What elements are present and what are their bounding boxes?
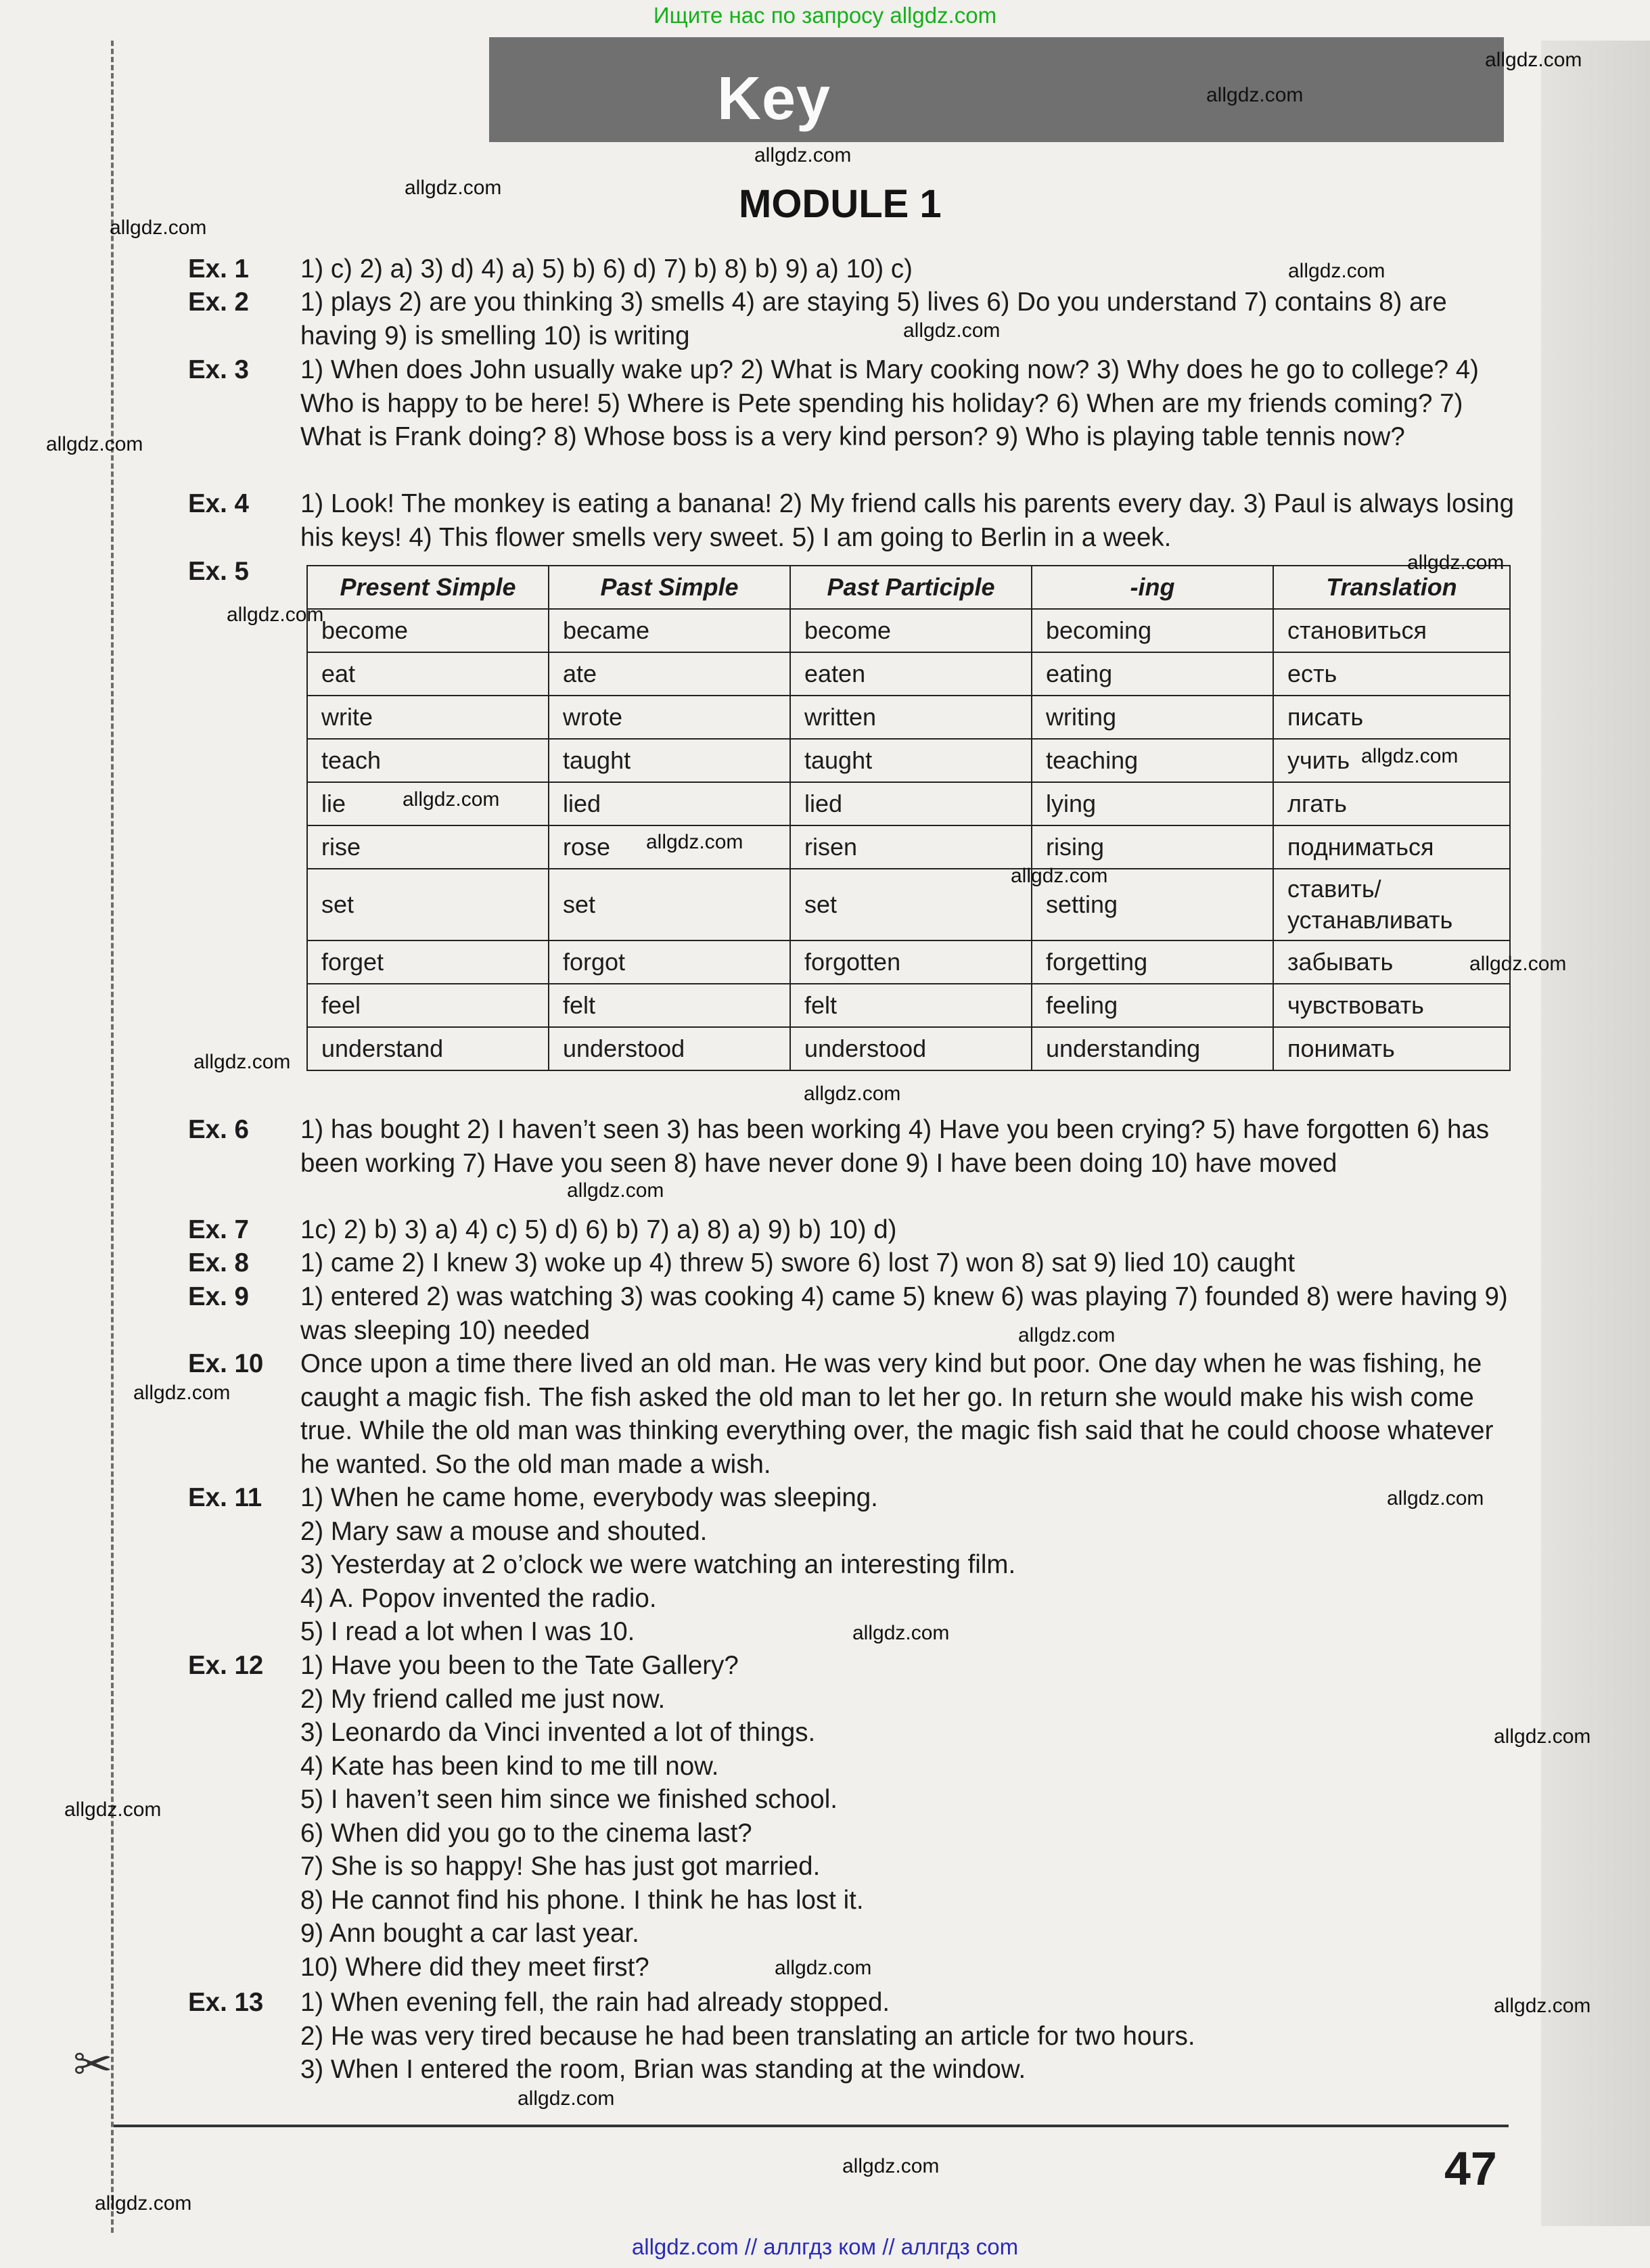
exercise bbox=[188, 1280, 1514, 1347]
table-cell: lied bbox=[549, 782, 790, 825]
table-cell: teaching bbox=[1032, 739, 1273, 782]
table-cell: становиться bbox=[1273, 609, 1510, 652]
table-cell: forgotten bbox=[790, 940, 1032, 984]
table-row bbox=[307, 696, 1510, 739]
watermark[interactable]: allgdz.com bbox=[518, 2087, 615, 2110]
exercise-label: Ex. 3 bbox=[188, 355, 249, 384]
table-cell: eat bbox=[307, 652, 549, 696]
table-cell: eaten bbox=[790, 652, 1032, 696]
watermark[interactable]: allgdz.com bbox=[1018, 1324, 1116, 1346]
exercise bbox=[188, 487, 1514, 554]
watermark[interactable]: allgdz.com bbox=[1011, 865, 1108, 887]
table-cell: лгать bbox=[1273, 782, 1510, 825]
exercise bbox=[188, 1347, 1514, 1481]
watermark[interactable]: allgdz.com bbox=[110, 217, 207, 239]
table-cell: becoming bbox=[1032, 609, 1273, 652]
exercise bbox=[188, 353, 1514, 454]
exercise bbox=[188, 286, 1514, 353]
exercise-answer: 1) When he came home, everybody was sleeping. 2) Mary saw a mouse and shouted. 3) Yesterday at 2 o’clock we were watching an interesting film. 4) A. Popov invented the radio. 5) I read a lot when I was 10. bbox=[300, 1483, 1016, 1646]
table-cell: подниматься bbox=[1273, 825, 1510, 869]
watermark[interactable]: allgdz.com bbox=[1206, 84, 1304, 106]
watermark[interactable]: allgdz.com bbox=[775, 1957, 872, 1979]
exercise-answer: 1) When does John usually wake up? 2) What is Mary cooking now? 3) Why does he go to college? 4) Who is happy to be here! 5) Where is Pete spending his holiday? 6) When are my friends coming? 7) What is Frank doing? 8) Whose boss is a very kind person? 9) Who is playing table tennis now? bbox=[300, 355, 1479, 451]
watermark[interactable]: allgdz.com bbox=[804, 1083, 901, 1105]
exercise-label: Ex. 5 bbox=[188, 557, 249, 586]
exercise-answer: 1) has bought 2) I haven’t seen 3) has been working 4) Have you been crying? 5) have forgotten 6) has been working 7) Have you seen 8) have never done 9) I have been doing 10) have moved bbox=[300, 1115, 1490, 1178]
table-cell: felt bbox=[790, 984, 1032, 1027]
exercise bbox=[188, 1481, 1514, 1649]
watermark[interactable]: allgdz.com bbox=[1494, 1725, 1591, 1748]
watermark[interactable]: allgdz.com bbox=[1494, 1995, 1591, 2017]
exercise-label: Ex. 2 bbox=[188, 288, 249, 317]
table-cell: lie bbox=[307, 782, 549, 825]
watermark[interactable]: allgdz.com bbox=[1485, 49, 1582, 71]
table-cell: ставить/ устанавливать bbox=[1273, 869, 1510, 940]
exercise-answer: Once upon a time there lived an old man. He was very kind but poor. One day when he was fishing, he caught a magic fish. The fish asked the old man to let her go. In return she would make his wish come true. While the old man was thinking everything over, the magic fish said that he could choose whatever he wanted. So the old man made a wish. bbox=[300, 1349, 1494, 1479]
table-row bbox=[307, 825, 1510, 869]
site-banner[interactable]: Ищите нас по запросу allgdz.com bbox=[653, 3, 997, 28]
watermark[interactable]: allgdz.com bbox=[46, 433, 143, 455]
table-cell: понимать bbox=[1273, 1027, 1510, 1070]
table-cell: understanding bbox=[1032, 1027, 1273, 1070]
key-header-box bbox=[489, 37, 1504, 142]
table-cell: ate bbox=[549, 652, 790, 696]
exercise-label: Ex. 4 bbox=[188, 489, 249, 518]
watermark[interactable]: allgdz.com bbox=[403, 788, 500, 811]
exercise-answer: 1) plays 2) are you thinking 3) smells 4) are staying 5) lives 6) Do you understand 7) contains 8) are having 9) is smelling 10) is writing bbox=[300, 288, 1447, 350]
table-cell: understand bbox=[307, 1027, 549, 1070]
watermark[interactable]: allgdz.com bbox=[1288, 260, 1385, 282]
exercise bbox=[188, 1213, 1514, 1247]
watermark[interactable]: allgdz.com bbox=[646, 831, 743, 853]
table-row bbox=[307, 940, 1510, 984]
table-cell: set bbox=[549, 869, 790, 940]
exercise-label: Ex. 11 bbox=[188, 1483, 262, 1512]
footer-banner[interactable]: allgdz.com // аллгдз ком // аллгдз com bbox=[631, 2234, 1019, 2259]
module-title: MODULE 1 bbox=[739, 182, 942, 226]
table-cell: setting bbox=[1032, 869, 1273, 940]
exercise-label: Ex. 7 bbox=[188, 1215, 249, 1244]
table-cell: taught bbox=[549, 739, 790, 782]
table-cell: писать bbox=[1273, 696, 1510, 739]
exercise-answer: 1) came 2) I knew 3) woke up 4) threw 5) swore 6) lost 7) won 8) sat 9) lied 10) caught bbox=[300, 1248, 1296, 1277]
footer-rule bbox=[114, 2125, 1509, 2127]
exercise-label: Ex. 6 bbox=[188, 1115, 249, 1144]
table-header: Past Participle bbox=[790, 566, 1032, 609]
table-cell: feeling bbox=[1032, 984, 1273, 1027]
table-row bbox=[307, 984, 1510, 1027]
exercise-label: Ex. 10 bbox=[188, 1349, 264, 1378]
table-row bbox=[307, 1027, 1510, 1070]
watermark[interactable]: allgdz.com bbox=[227, 604, 324, 626]
table-row bbox=[307, 869, 1510, 940]
table-cell: lied bbox=[790, 782, 1032, 825]
table-cell: became bbox=[549, 609, 790, 652]
watermark[interactable]: allgdz.com bbox=[1407, 551, 1505, 574]
table-cell: set bbox=[307, 869, 549, 940]
table-cell: risen bbox=[790, 825, 1032, 869]
verb-forms-table bbox=[306, 565, 1511, 1071]
table-row bbox=[307, 609, 1510, 652]
exercise bbox=[188, 1986, 1514, 2087]
table-cell: forgetting bbox=[1032, 940, 1273, 984]
table-cell: taught bbox=[790, 739, 1032, 782]
watermark[interactable]: allgdz.com bbox=[903, 319, 1001, 342]
table-cell: чувствовать bbox=[1273, 984, 1510, 1027]
exercise-label: Ex. 8 bbox=[188, 1248, 249, 1277]
table-header-row bbox=[307, 566, 1510, 609]
table-row bbox=[307, 652, 1510, 696]
exercise-answer: 1) Have you been to the Tate Gallery? 2) My friend called me just now. 3) Leonardo da Vinci invented a lot of things. 4) Kate has been kind to me till now. 5) I haven’t seen him since we finished school. 6) When did you go to the cinema last? 7) She is so happy! She has just got married. 8) He cannot find his phone. I think he has lost it. 9) Ann bought a car last year. 10) Where did they meet first? bbox=[300, 1651, 864, 1982]
table-cell: feel bbox=[307, 984, 549, 1027]
table-cell: есть bbox=[1273, 652, 1510, 696]
key-title: Key bbox=[717, 65, 831, 133]
table-cell: rose bbox=[549, 825, 790, 869]
exercise bbox=[188, 1246, 1514, 1280]
watermark[interactable]: allgdz.com bbox=[1387, 1487, 1484, 1510]
watermark[interactable]: allgdz.com bbox=[754, 144, 852, 166]
watermark[interactable]: allgdz.com bbox=[133, 1382, 231, 1404]
watermark[interactable]: allgdz.com bbox=[842, 2155, 940, 2177]
table-cell: set bbox=[790, 869, 1032, 940]
exercise-label: Ex. 13 bbox=[188, 1988, 264, 2017]
table-cell: forgot bbox=[549, 940, 790, 984]
table-cell: written bbox=[790, 696, 1032, 739]
page-number: 47 bbox=[1444, 2142, 1497, 2195]
exercise-answer: 1) c) 2) a) 3) d) 4) a) 5) b) 6) d) 7) b) 8) b) 9) a) 10) c) bbox=[300, 254, 913, 284]
table-cell: understood bbox=[549, 1027, 790, 1070]
table-header: Present Simple bbox=[307, 566, 549, 609]
watermark[interactable]: allgdz.com bbox=[193, 1051, 291, 1073]
table-row bbox=[307, 739, 1510, 782]
watermark[interactable]: allgdz.com bbox=[567, 1179, 664, 1202]
table-cell: lying bbox=[1032, 782, 1273, 825]
table-cell: write bbox=[307, 696, 549, 739]
exercise-answer: 1) Look! The monkey is eating a banana! 2) My friend calls his parents every day. 3) Paul is always losing his keys! 4) This flower smells very sweet. 5) I am going to Berlin in a week. bbox=[300, 489, 1515, 552]
table-header: Translation bbox=[1273, 566, 1510, 609]
page-edge-shade bbox=[1541, 41, 1650, 2226]
table-cell: учить bbox=[1273, 739, 1510, 782]
table-cell: writing bbox=[1032, 696, 1273, 739]
table-cell: understood bbox=[790, 1027, 1032, 1070]
table-header: Past Simple bbox=[549, 566, 790, 609]
watermark[interactable]: allgdz.com bbox=[1361, 745, 1459, 767]
exercise bbox=[188, 1113, 1514, 1180]
watermark[interactable]: allgdz.com bbox=[64, 1798, 162, 1821]
exercise bbox=[188, 1649, 1514, 1984]
table-cell: eating bbox=[1032, 652, 1273, 696]
table-cell: wrote bbox=[549, 696, 790, 739]
table-cell: felt bbox=[549, 984, 790, 1027]
exercise-answer: 1) entered 2) was watching 3) was cooking 4) came 5) knew 6) was playing 7) founded 8) were having 9) was sleeping 10) needed bbox=[300, 1282, 1508, 1345]
exercise-answer: 1c) 2) b) 3) a) 4) c) 5) d) 6) b) 7) a) 8) a) 9) b) 10) d) bbox=[300, 1215, 897, 1244]
exercise-label: Ex. 9 bbox=[188, 1282, 249, 1311]
exercise-answer: 1) When evening fell, the rain had already stopped. 2) He was very tired because he had been translating an article for two hours. 3) When I entered the room, Brian was standing at the window. bbox=[300, 1988, 1195, 2084]
watermark[interactable]: allgdz.com bbox=[852, 1622, 950, 1644]
scissors-icon: ✂ bbox=[73, 2038, 113, 2091]
table-cell: teach bbox=[307, 739, 549, 782]
table-cell: become bbox=[790, 609, 1032, 652]
table-cell: become bbox=[307, 609, 549, 652]
watermark[interactable]: allgdz.com bbox=[405, 177, 502, 199]
exercise-label: Ex. 1 bbox=[188, 254, 249, 284]
watermark[interactable]: allgdz.com bbox=[95, 2192, 192, 2215]
watermark[interactable]: allgdz.com bbox=[1469, 953, 1567, 975]
table-cell: forget bbox=[307, 940, 549, 984]
table-cell: rising bbox=[1032, 825, 1273, 869]
table-cell: rise bbox=[307, 825, 549, 869]
table-header: -ing bbox=[1032, 566, 1273, 609]
cut-line bbox=[111, 41, 114, 2233]
table-cell: забывать bbox=[1273, 940, 1510, 984]
exercise-label: Ex. 12 bbox=[188, 1651, 264, 1680]
